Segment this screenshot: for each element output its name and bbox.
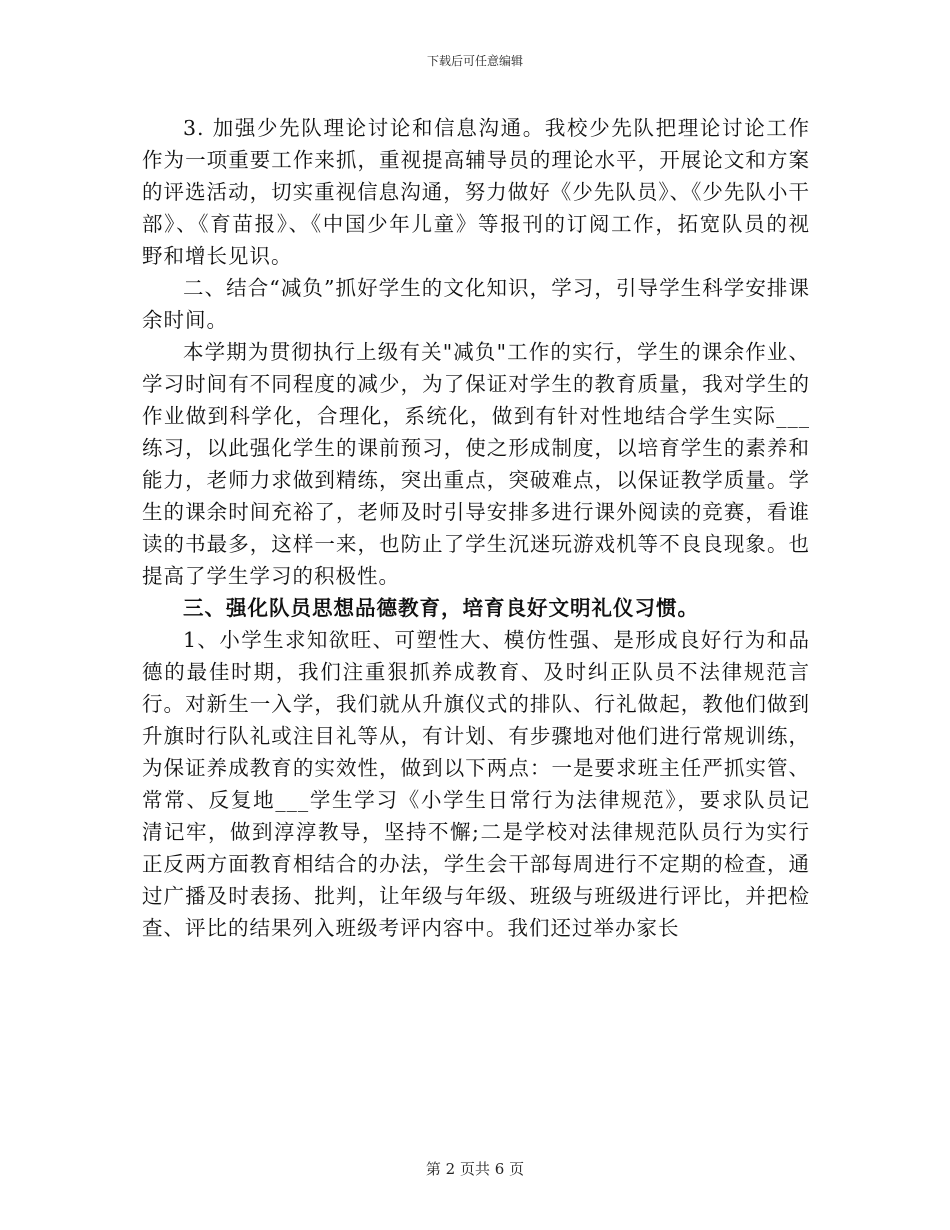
paragraph-habit-education: 1、小学生求知欲旺、可塑性大、模仿性强、是形成良好行为和品德的最佳时期，我们注重狠抓养成教育、及时纠正队员不法律规范言行。对新生一入学，我们就从升旗仪式的排队、行礼做起，教他们做到升旗时行队礼或注目礼等从，有计划、有步骤地对他们进行常规训练，为保证养成教育的实效性，做到以下两点：一是要求班主任严抓实管、常常、反复地___学生学习《小学生日常行为法律规范》，要求队员记清记牢，做到淳淳教导，坚持不懈;二是学校对法律规范队员行为实行正反两方面教育相结合的办法，学生会干部每周进行不定期的检查，通过广播及时表扬、批判，让年级与年级、班级与班级进行评比，并把检查、评比的结果列入班级考评内容中。我们还过举办家长 — [142, 628, 810, 940]
page-footer: 第 2 页共 6 页 — [425, 1160, 525, 1178]
document-body — [142, 112, 810, 944]
paragraph-reduce-burden: 本学期为贯彻执行上级有关"减负"工作的实行，学生的课余作业、学习时间有不同程度的减少，为了保证对学生的教育质量，我对学生的作业做到科学化，合理化，系统化，做到有针对性地结合学生实际___练习，以此强化学生的课前预习，使之形成制度，以培育学生的素养和能力，老师力求做到精练，突出重点，突破难点，以保证教学质量。学生的课余时间充裕了，老师及时引导安排多进行课外阅读的竞赛，看谁读的书最多，这样一来，也防止了学生沉迷玩游戏机等不良良现象。也提高了学生学习的积极性。 — [142, 340, 810, 588]
paragraph-info-communication: 3. 加强少先队理论讨论和信息沟通。我校少先队把理论讨论工作作为一项重要工作来抓，重视提高辅导员的理论水平，开展论文和方案的评选活动，切实重视信息沟通，努力做好《少先队员》、《少先队小干部》、《育苗报》、《中国少年儿童》等报刊的订阅工作，拓宽队员的视野和增长见识。 — [142, 116, 810, 268]
section-three-heading: 三、强化队员思想品德教育，培育良好文明礼仪习惯。 — [183, 596, 699, 620]
page-header: 下载后可任意编辑 — [426, 54, 523, 68]
paragraph-section-two-heading: 二、结合“减负”抓好学生的文化知识，学习，引导学生科学安排课余时间。 — [142, 276, 810, 332]
